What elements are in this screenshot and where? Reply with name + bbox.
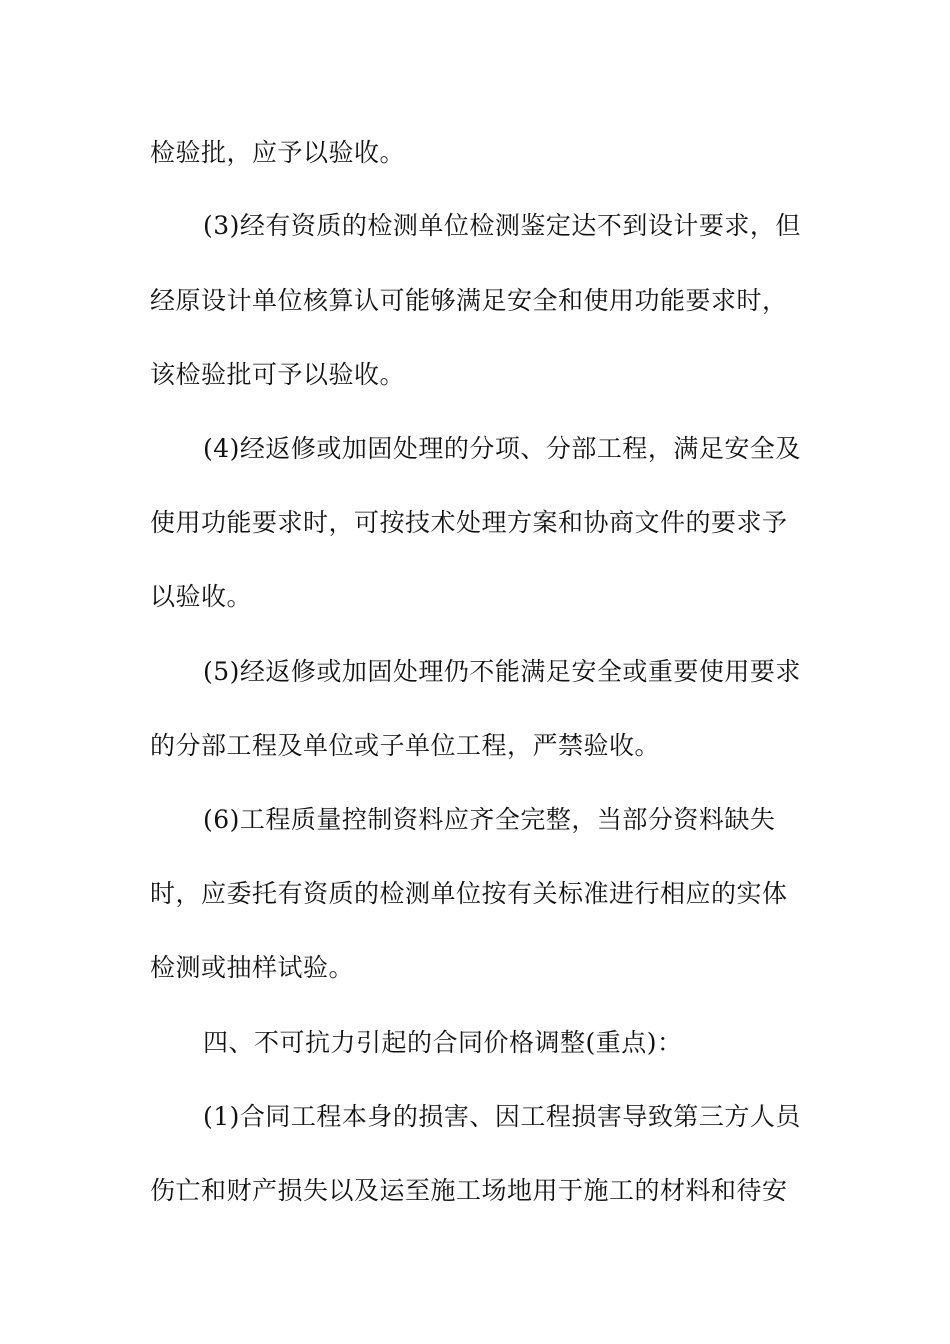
text-line-8: (5)经返修或加固处理仍不能满足安全或重要使用要求 (203, 657, 801, 686)
text-line-3: 经原设计单位核算认可能够满足安全和使用功能要求时， (150, 286, 788, 315)
text-line-14: (1)合同工程本身的损害、因工程损害导致第三方人员 (203, 1102, 801, 1131)
text-line-6: 使用功能要求时，可按技术处理方案和协商文件的要求予 (150, 508, 788, 537)
text-line-13: 四、不可抗力引起的合同价格调整(重点)： (203, 1028, 683, 1057)
text-line-7: 以验收。 (150, 582, 253, 611)
text-line-1: 检验批，应予以验收。 (150, 138, 406, 167)
text-line-11: 时，应委托有资质的检测单位按有关标准进行相应的实体 (150, 879, 788, 908)
text-line-4: 该检验批可予以验收。 (150, 360, 406, 389)
text-line-9: 的分部工程及单位或子单位工程，严禁验收。 (150, 731, 661, 760)
text-line-10: (6)工程质量控制资料应齐全完整，当部分资料缺失 (203, 805, 776, 834)
text-line-5: (4)经返修或加固处理的分项、分部工程，满足安全及 (203, 434, 801, 463)
text-line-2: (3)经有资质的检测单位检测鉴定达不到设计要求，但 (203, 211, 801, 240)
text-line-15: 伤亡和财产损失以及运至施工场地用于施工的材料和待安 (150, 1176, 788, 1205)
text-line-12: 检测或抽样试验。 (150, 953, 355, 982)
